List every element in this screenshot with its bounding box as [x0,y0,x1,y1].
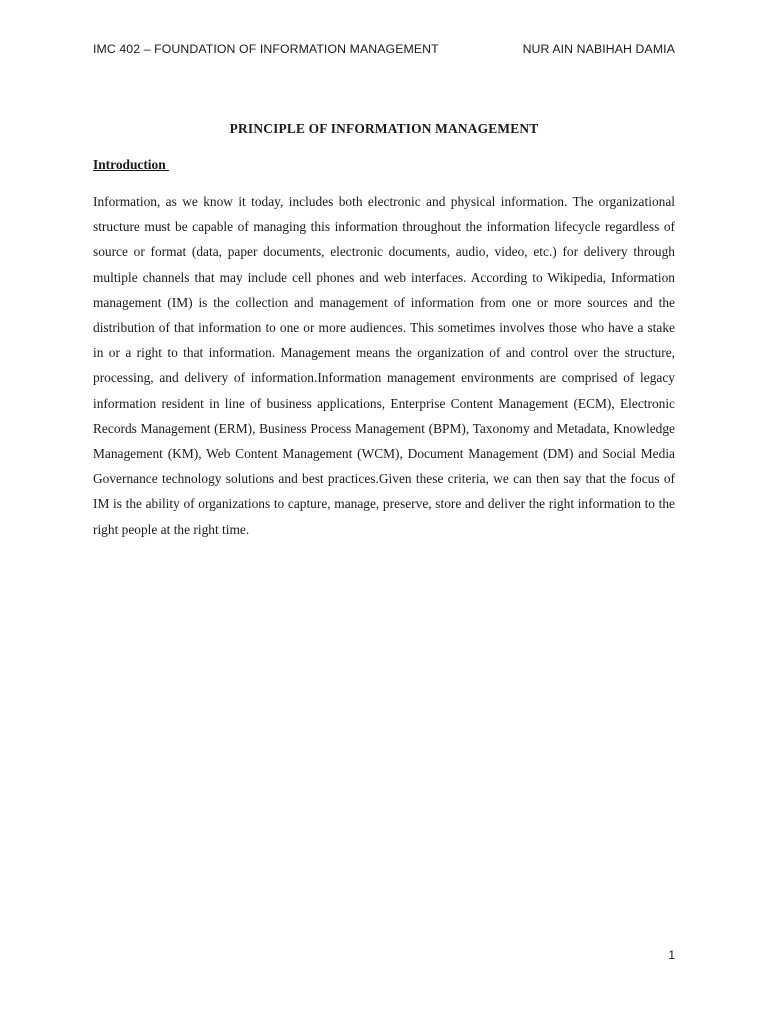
document-title: PRINCIPLE OF INFORMATION MANAGEMENT [229,121,539,136]
header-author-name: NUR AIN NABIHAH DAMIA [522,42,675,56]
section-heading-introduction: Introduction [93,157,170,172]
page-number: 1 [668,948,675,962]
running-header [93,42,675,60]
header-course-title: IMC 402 – FOUNDATION OF INFORMATION MANAGEMENT [93,42,439,56]
introduction-paragraph: Information, as we know it today, includes both electronic and physical information. The organizational structure must be capable of managing this information throughout the information lifecycle regardless of source or format (data, paper documents, electronic documents, audio, video, etc.) for delivery through multiple channels that may include cell phones and web interfaces. According to Wikipedia, Information management (IM) is the collection and management of information from one or more sources and the distribution of that information to one or more audiences. This sometimes involves those who have a stake in or a right to that information. Management means the organization of and control over the structure, processing, and delivery of information.Information management environments are comprised of legacy information resident in line of business applications, Enterprise Content Management (ECM), Electronic Records Management (ERM), Business Process Management (BPM), Taxonomy and Metadata, Knowledge Management (KM), Web Content Management (WCM), Document Management (DM) and Social Media Governance technology solutions and best practices.Given these criteria, we can then say that the focus of IM is the ability of organizations to capture, manage, preserve, store and deliver the right information to the right people at the right time. [93,194,675,537]
